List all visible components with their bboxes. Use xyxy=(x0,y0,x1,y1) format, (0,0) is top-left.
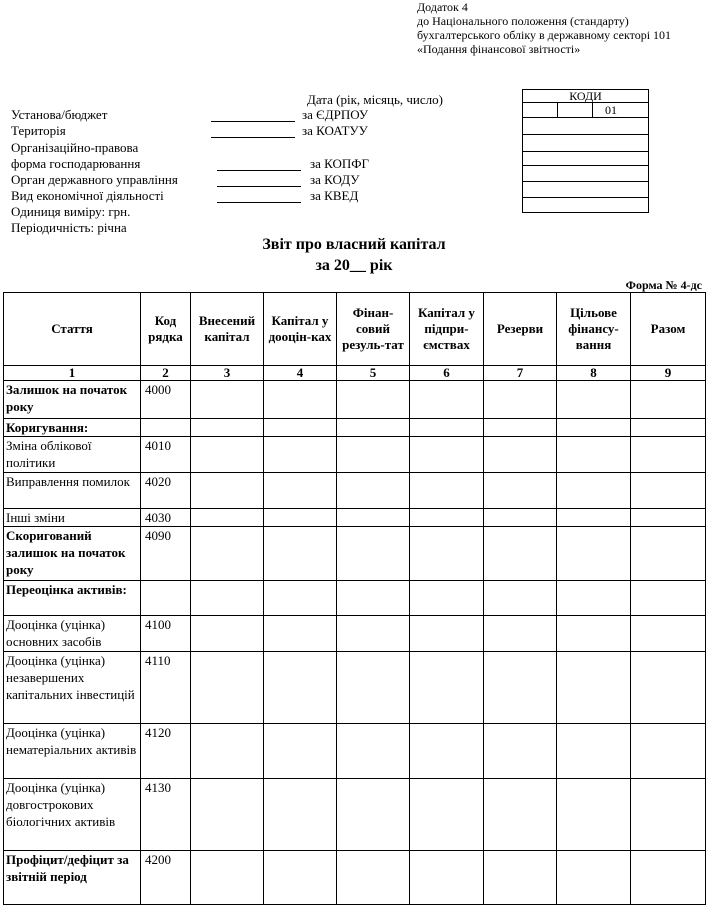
annex-note xyxy=(417,0,671,56)
value-cell[interactable] xyxy=(484,527,557,581)
value-cell[interactable] xyxy=(484,473,557,509)
value-cell[interactable] xyxy=(557,616,631,652)
value-cell[interactable] xyxy=(337,616,410,652)
header-revaluation-capital: Капітал у дооцін-ках xyxy=(264,293,337,366)
table-row xyxy=(4,381,706,419)
row-code: 4110 xyxy=(141,652,191,724)
value-cell[interactable] xyxy=(484,419,557,437)
row-label: Дооцінка (уцінка) основних засобів xyxy=(4,616,141,652)
value-cell[interactable] xyxy=(264,779,337,851)
value-cell[interactable] xyxy=(410,437,484,473)
value-cell[interactable] xyxy=(410,851,484,905)
code-kopfg-cell[interactable] xyxy=(523,152,649,166)
requisite-authority: Орган державного управління xyxy=(11,172,178,187)
kodu-label: за КОДУ xyxy=(310,172,360,187)
value-cell[interactable] xyxy=(631,437,706,473)
column-number: 6 xyxy=(410,366,484,381)
row-label: Коригування: xyxy=(4,419,141,437)
value-cell[interactable] xyxy=(484,581,557,616)
code-kved-cell[interactable] xyxy=(523,182,649,198)
date-day-cell[interactable]: 01 xyxy=(593,103,649,118)
requisite-activity: Вид економічної діяльності xyxy=(11,188,164,203)
value-cell[interactable] xyxy=(410,581,484,616)
table-row xyxy=(4,652,706,724)
header-financial-result: Фінан-совий резуль-тат xyxy=(337,293,410,366)
date-month-cell[interactable] xyxy=(558,103,593,118)
column-number: 5 xyxy=(337,366,410,381)
value-cell[interactable] xyxy=(557,851,631,905)
requisite-territory: Територія xyxy=(11,123,66,138)
value-cell[interactable] xyxy=(337,509,410,527)
table-row xyxy=(4,779,706,851)
value-cell[interactable] xyxy=(631,616,706,652)
value-cell[interactable] xyxy=(484,381,557,419)
value-cell[interactable] xyxy=(631,851,706,905)
annex-line-4: «Подання фінансової звітності» xyxy=(417,42,581,56)
annex-line-1: Додаток 4 xyxy=(417,0,468,14)
row-label: Зміна облікової політики xyxy=(4,437,141,473)
value-cell[interactable] xyxy=(191,581,264,616)
value-cell[interactable] xyxy=(631,581,706,616)
row-label: Виправлення помилок xyxy=(4,473,141,509)
report-period: за 20__ рік xyxy=(315,257,393,274)
value-cell[interactable] xyxy=(484,724,557,779)
value-cell[interactable] xyxy=(410,473,484,509)
row-label: Профіцит/дефіцит за звітній період xyxy=(4,851,141,905)
code-edrpou-cell[interactable] xyxy=(523,118,649,135)
row-code xyxy=(141,581,191,616)
activity-line[interactable] xyxy=(217,202,301,203)
row-code: 4030 xyxy=(141,509,191,527)
equity-table xyxy=(3,292,706,905)
date-year-cell[interactable] xyxy=(523,103,558,118)
row-label: Переоцінка активів: xyxy=(4,581,141,616)
value-cell[interactable] xyxy=(484,779,557,851)
row-label: Дооцінка (уцінка) довгострокових біологічних активів xyxy=(4,779,141,851)
value-cell[interactable] xyxy=(631,473,706,509)
requisite-periodicity: Періодичність: річна xyxy=(11,220,127,235)
column-number: 3 xyxy=(191,366,264,381)
code-extra-cell[interactable] xyxy=(523,198,649,213)
row-label: Залишок на початок року xyxy=(4,381,141,419)
date-label: Дата (рік, місяць, число) xyxy=(307,92,443,107)
value-cell[interactable] xyxy=(484,509,557,527)
value-cell[interactable] xyxy=(264,652,337,724)
table-row xyxy=(4,437,706,473)
row-code: 4020 xyxy=(141,473,191,509)
value-cell[interactable] xyxy=(264,724,337,779)
value-cell[interactable] xyxy=(337,652,410,724)
column-number: 9 xyxy=(631,366,706,381)
org-form-line[interactable] xyxy=(217,170,301,171)
column-number: 8 xyxy=(557,366,631,381)
annex-line-2: до Національного положення (стандарту) xyxy=(417,14,629,28)
value-cell[interactable] xyxy=(410,509,484,527)
table-row xyxy=(4,473,706,509)
requisite-org-form-1: Організаційно-правова xyxy=(11,140,139,155)
value-cell[interactable] xyxy=(557,724,631,779)
value-cell[interactable] xyxy=(631,652,706,724)
table-row xyxy=(4,851,706,905)
row-code: 4130 xyxy=(141,779,191,851)
value-cell[interactable] xyxy=(264,437,337,473)
value-cell[interactable] xyxy=(557,437,631,473)
column-number: 4 xyxy=(264,366,337,381)
kopfg-label: за КОПФГ xyxy=(310,156,370,171)
row-code: 4120 xyxy=(141,724,191,779)
value-cell[interactable] xyxy=(264,473,337,509)
value-cell[interactable] xyxy=(484,652,557,724)
value-cell[interactable] xyxy=(410,616,484,652)
value-cell[interactable] xyxy=(631,724,706,779)
table-row xyxy=(4,616,706,652)
header-contributed-capital: Внесений капітал xyxy=(191,293,264,366)
column-number: 7 xyxy=(484,366,557,381)
value-cell[interactable] xyxy=(557,527,631,581)
header-article: Стаття xyxy=(4,293,141,366)
codes-table xyxy=(522,89,649,213)
territory-line[interactable] xyxy=(211,137,295,138)
annex-line-3: бухгалтерського обліку в державному секторі 101 xyxy=(417,28,672,42)
value-cell[interactable] xyxy=(337,779,410,851)
value-cell[interactable] xyxy=(191,527,264,581)
edrpou-label: за ЄДРПОУ xyxy=(302,107,369,122)
value-cell[interactable] xyxy=(410,527,484,581)
value-cell[interactable] xyxy=(191,509,264,527)
row-label: Дооцінка (уцінка) незавершених капітальних інвестицій xyxy=(4,652,141,724)
table-row xyxy=(4,527,706,581)
value-cell[interactable] xyxy=(484,851,557,905)
value-cell[interactable] xyxy=(557,779,631,851)
value-cell[interactable] xyxy=(191,652,264,724)
requisite-institution: Установа/бюджет xyxy=(11,107,108,122)
row-label: Дооцінка (уцінка) нематеріальних активів xyxy=(4,724,141,779)
column-number: 2 xyxy=(141,366,191,381)
value-cell[interactable] xyxy=(264,851,337,905)
value-cell[interactable] xyxy=(557,473,631,509)
value-cell[interactable] xyxy=(337,419,410,437)
value-cell[interactable] xyxy=(557,381,631,419)
value-cell[interactable] xyxy=(410,779,484,851)
value-cell[interactable] xyxy=(557,581,631,616)
value-cell[interactable] xyxy=(484,437,557,473)
value-cell[interactable] xyxy=(631,381,706,419)
value-cell[interactable] xyxy=(631,527,706,581)
table-row xyxy=(4,581,706,616)
value-cell[interactable] xyxy=(264,509,337,527)
value-cell[interactable] xyxy=(191,419,264,437)
value-cell[interactable] xyxy=(631,779,706,851)
value-cell[interactable] xyxy=(191,779,264,851)
value-cell[interactable] xyxy=(631,509,706,527)
report-title: Звіт про власний капітал xyxy=(262,236,446,253)
value-cell[interactable] xyxy=(410,652,484,724)
value-cell[interactable] xyxy=(191,473,264,509)
value-cell[interactable] xyxy=(631,419,706,437)
header-reserves: Резерви xyxy=(484,293,557,366)
authority-line[interactable] xyxy=(217,186,301,187)
value-cell[interactable] xyxy=(337,381,410,419)
value-cell[interactable] xyxy=(557,509,631,527)
row-code: 4200 xyxy=(141,851,191,905)
codes-header: КОДИ xyxy=(523,90,649,103)
row-label: Скоригований залишок на початок року xyxy=(4,527,141,581)
header-total: Разом xyxy=(631,293,706,366)
value-cell[interactable] xyxy=(191,724,264,779)
koatuu-label: за КОАТУУ xyxy=(302,123,368,138)
value-cell[interactable] xyxy=(191,851,264,905)
value-cell[interactable] xyxy=(191,437,264,473)
value-cell[interactable] xyxy=(557,652,631,724)
value-cell[interactable] xyxy=(337,851,410,905)
value-cell[interactable] xyxy=(410,381,484,419)
code-kodu-cell[interactable] xyxy=(523,166,649,182)
institution-line[interactable] xyxy=(211,121,295,122)
value-cell[interactable] xyxy=(337,437,410,473)
kved-label: за КВЕД xyxy=(310,188,359,203)
table-row xyxy=(4,509,706,527)
value-cell[interactable] xyxy=(484,616,557,652)
table-row xyxy=(4,419,706,437)
row-label: Інші зміни xyxy=(4,509,141,527)
row-code: 4000 xyxy=(141,381,191,419)
form-number: Форма № 4-дс xyxy=(625,278,702,292)
table-row xyxy=(4,724,706,779)
header-target-financing: Цільове фінансу-вання xyxy=(557,293,631,366)
value-cell[interactable] xyxy=(264,381,337,419)
value-cell[interactable] xyxy=(264,581,337,616)
requisite-org-form-2: форма господарювання xyxy=(11,156,141,171)
value-cell[interactable] xyxy=(410,419,484,437)
value-cell[interactable] xyxy=(264,616,337,652)
value-cell[interactable] xyxy=(337,473,410,509)
row-code: 4090 xyxy=(141,527,191,581)
value-cell[interactable] xyxy=(337,724,410,779)
header-row-code: Код рядка xyxy=(141,293,191,366)
value-cell[interactable] xyxy=(191,616,264,652)
value-cell[interactable] xyxy=(410,724,484,779)
value-cell[interactable] xyxy=(557,419,631,437)
header-capital-in-enterprises: Капітал у підпри-ємствах xyxy=(410,293,484,366)
value-cell[interactable] xyxy=(337,527,410,581)
value-cell[interactable] xyxy=(264,527,337,581)
column-number: 1 xyxy=(4,366,141,381)
code-koatuu-cell[interactable] xyxy=(523,135,649,152)
row-code: 4100 xyxy=(141,616,191,652)
value-cell[interactable] xyxy=(337,581,410,616)
row-code: 4010 xyxy=(141,437,191,473)
row-code xyxy=(141,419,191,437)
value-cell[interactable] xyxy=(264,419,337,437)
value-cell[interactable] xyxy=(191,381,264,419)
requisite-unit: Одиниця виміру: грн. xyxy=(11,204,131,219)
